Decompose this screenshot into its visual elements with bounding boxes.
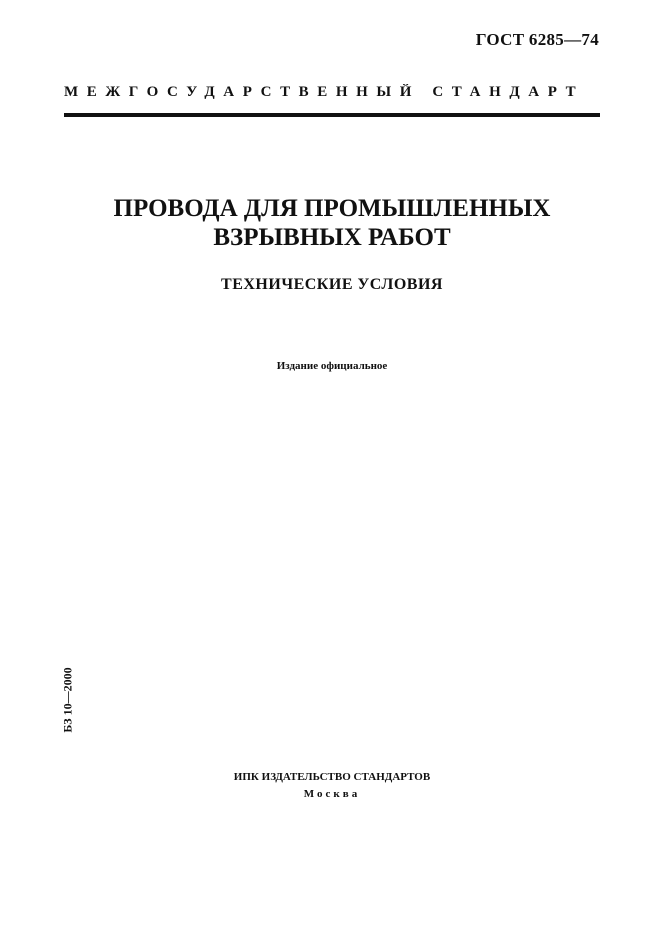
document-title-line-1: ПРОВОДА ДЛЯ ПРОМЫШЛЕННЫХ	[113, 195, 551, 222]
publisher-city: Москва	[303, 788, 361, 800]
side-code	[58, 665, 78, 735]
publisher-name: ИПК ИЗДАТЕЛЬСТВО СТАНДАРТОВ	[233, 771, 431, 783]
document-title-line-2: ВЗРЫВНЫХ РАБОТ	[213, 224, 451, 251]
gost-number: ГОСТ 6285—74	[475, 30, 599, 49]
side-code-text: БЗ 10—2000	[60, 667, 75, 733]
document-title	[64, 194, 600, 252]
header-rule	[64, 113, 600, 117]
standard-type-heading: МЕЖГОСУДАРСТВЕННЫЙ СТАНДАРТ	[64, 84, 585, 100]
document-subtitle: ТЕХНИЧЕСКИЕ УСЛОВИЯ	[221, 276, 443, 293]
edition-label: Издание официальное	[276, 360, 388, 372]
